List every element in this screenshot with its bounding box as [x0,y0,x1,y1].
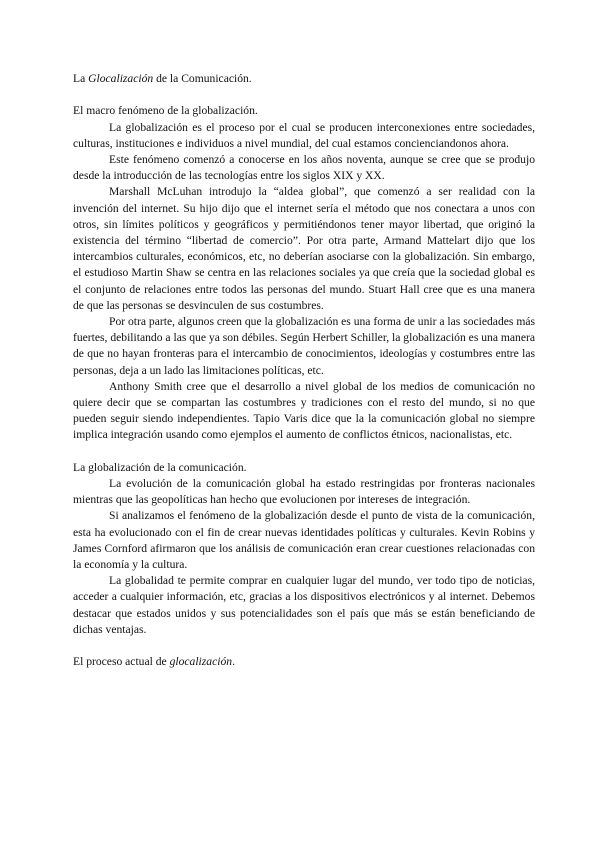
paragraph: Marshall McLuhan introdujo la “aldea global”, que comenzó a ser realidad con la invención del internet. Su hijo dijo que el internet sería el método que nos conectara a unos con otros, sin límites políticos y geográficos y permitiéndonos tener mayor libertad, que originó la existencia del término “libertad de comercio”. Por otra parte, Armand Mattelart dijo que los intercambios culturales, económicos, etc, no deberían asociarse con la globalización. Sin embargo, el estudioso Martin Shaw se centra en las relaciones sociales ya que creía que la sociedad global es el conjunto de relaciones entre todos las personas del mundo. Stuart Hall cree que es una manera de que las personas se desvinculen de sus costumbres. [73,185,535,312]
paragraph: La globalización es el proceso por el cual se producen interconexiones entre sociedades, culturas, instituciones e individuos a nivel mundial, del cual estamos concienciandonos ahora. [73,120,535,150]
paragraph: La globalidad te permite comprar en cualquier lugar del mundo, ver todo tipo de noticias, acceder a cualquier información, etc, gracias a los dispositivos electrónicos y al internet. Debemos destacar que estados unidos y sus potencialidades son el país que más se están beneficiando de dichas ventajas. [73,574,535,636]
document-page [73,71,535,670]
section-heading: El macro fenómeno de la globalización. [73,104,258,118]
document-title [73,71,535,87]
final-heading-suffix: . [232,655,235,669]
title-prefix: La [73,72,89,85]
section-heading: La globalización de la comunicación. [73,460,247,474]
final-section-heading [73,654,535,670]
blank-line [73,444,535,460]
final-heading-prefix: El proceso actual de [73,655,170,669]
section-communication-globalization [73,460,535,638]
blank-line [73,638,535,654]
paragraph: Por otra parte, algunos creen que la globalización es una forma de unir a las sociedades más fuertes, debilitando a las que ya son débiles. Según Herbert Schiller, la globalización es una manera de que no hayan fronteras para el intercambio de conocimientos, ideologías y costumbres entre las personas, deja a un lado las limitaciones políticas, etc. [73,315,535,377]
paragraph: Anthony Smith cree que el desarrollo a nivel global de los medios de comunicación no quiere decir que se compartan las costumbres y tradiciones con el resto del mundo, si no que pueden seguir siendo independientes. Tapio Varis dice que la la comunicación global no siempre implica integración usando como ejemplos el aumento de conflictos étnicos, nacionalistas, etc. [73,379,535,442]
blank-line [73,87,535,103]
paragraph: La evolución de la comunicación global ha estado restringidas por fronteras nacionales mientras que las geopolíticas han hecho que evolucionen por intereses de integración. [73,477,535,507]
title-italic-word: Glocalización [88,72,154,85]
paragraph: Este fenómeno comenzó a conocerse en los años noventa, aunque se cree que se produjo desde la introducción de las tecnologías entre los siglos XIX y XX. [73,153,535,183]
title-suffix: de la Comunicación. [153,72,252,85]
final-heading-italic-word: glocalización [169,655,233,669]
section-globalization-phenomenon [73,103,535,443]
paragraph: Si analizamos el fenómeno de la globalización desde el punto de vista de la comunicación, esta ha evolucionado con el fin de crear nuevas identidades políticas y culturales. Kevin Robins y James Cornford afirmaron que los análisis de comunicación eran crear cuestiones relacionadas con la economía y la cultura. [73,509,535,572]
